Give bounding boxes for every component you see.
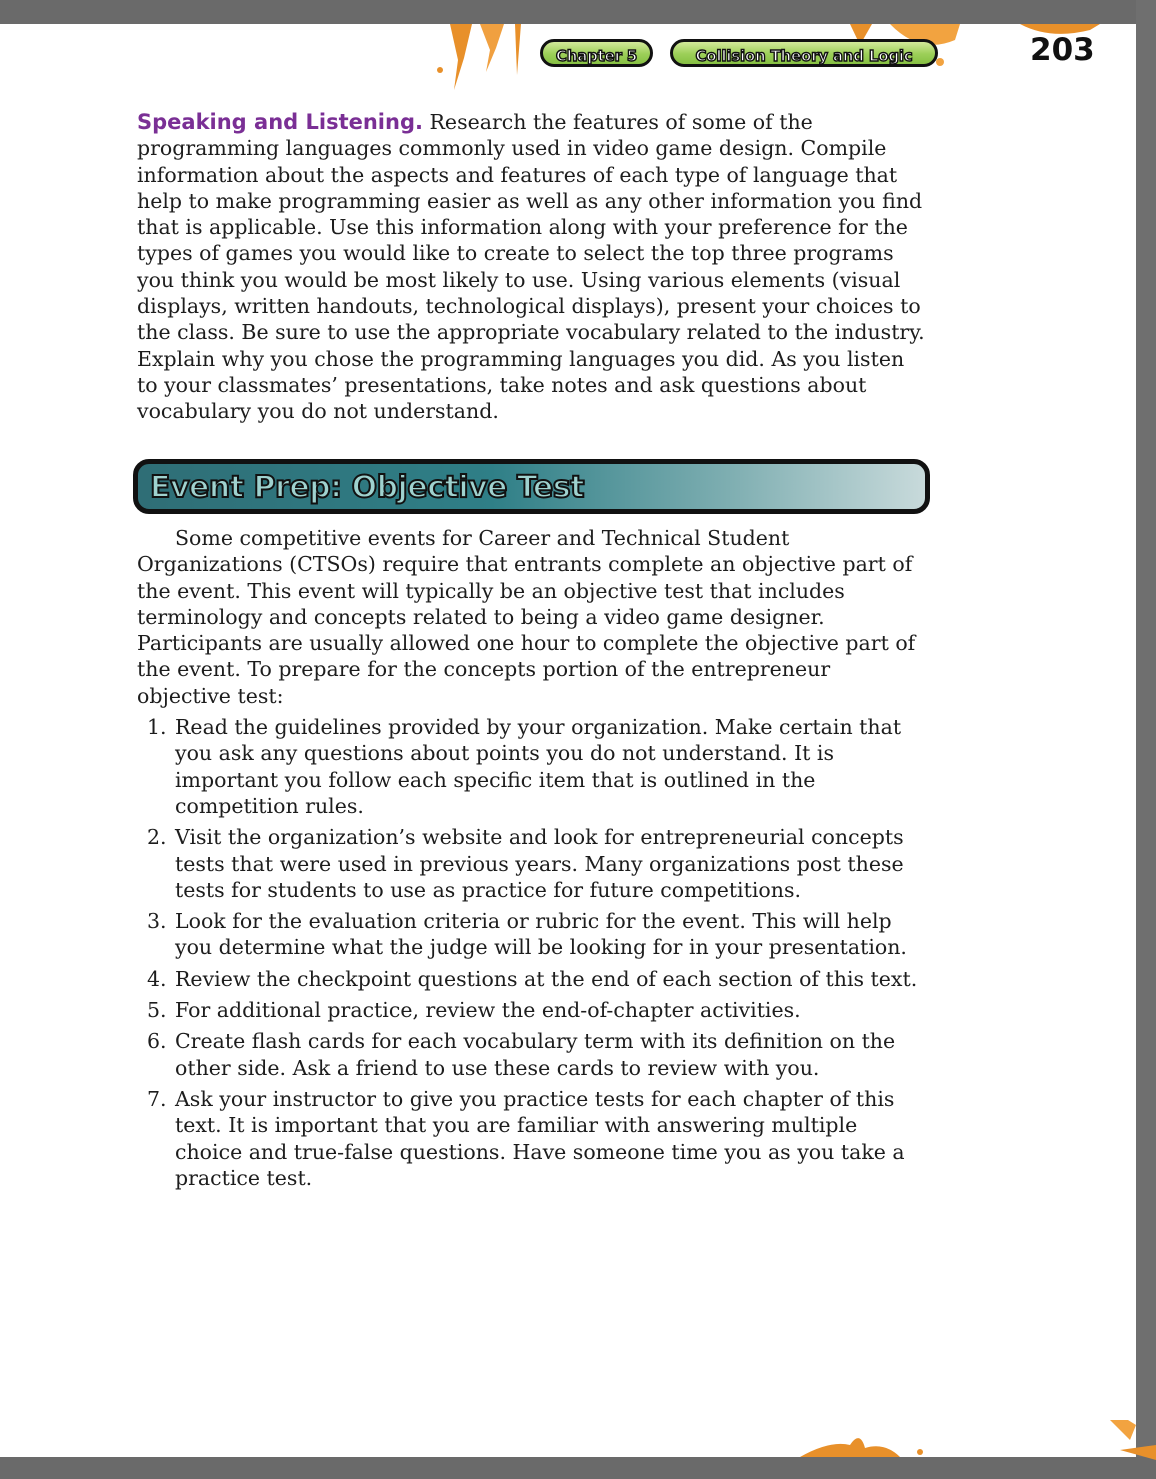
step-item <box>137 966 927 992</box>
chapter-title-badge: Collision Theory and Logic <box>670 39 938 67</box>
step-text: Look for the evaluation criteria or rubric for the event. This will help you determine what the judge will be looking for in your presentation. <box>175 909 907 960</box>
step-text: Ask your instructor to give you practice tests for each chapter of this text. It is important that you are familiar with answering multiple choice and true-false questions. Have someone time you as you take a practice test. <box>175 1086 905 1190</box>
step-item <box>137 1028 927 1081</box>
step-number: 1. <box>147 715 167 740</box>
event-prep-steps <box>137 714 927 1191</box>
step-item <box>137 824 927 903</box>
page-number: 203 <box>1030 32 1095 68</box>
step-item <box>137 997 927 1023</box>
step-item <box>137 1086 927 1191</box>
speaking-listening-paragraph <box>137 109 927 425</box>
step-item <box>137 714 927 819</box>
event-prep-banner <box>133 459 930 514</box>
step-number: 5. <box>147 998 167 1023</box>
event-prep-section <box>137 525 927 1191</box>
step-item <box>137 908 927 961</box>
paint-splatter-bottom <box>790 1420 1156 1479</box>
event-prep-intro: Some competitive events for Career and Technical Student Organizations (CTSOs) require that entrants complete an objective part of the event. This event will typically be an objective test that includes terminology and concepts related to being a video game designer. Participants are usually allowed one hour to complete the objective part of the event. To prepare for the concepts portion of the entrepreneur objective test: <box>137 526 916 708</box>
step-text: Create flash cards for each vocabulary term with its definition on the other side. Ask a friend to use these cards to review with you. <box>175 1029 896 1080</box>
speaking-lead-in: Speaking and Listening. <box>137 110 423 134</box>
event-prep-title: Event Prep: Objective Test <box>150 470 584 505</box>
step-number: 3. <box>147 909 167 934</box>
chapter-label-badge: Chapter 5 <box>540 39 653 67</box>
step-text: For additional practice, review the end-of-chapter activities. <box>175 998 801 1023</box>
step-text: Visit the organization’s website and look for entrepreneurial concepts tests that were used in previous years. Many organizations post these tests for students to use as practice for future competitions. <box>175 825 904 902</box>
step-number: 4. <box>147 966 167 991</box>
step-text: Review the checkpoint questions at the end of each section of this text. <box>175 966 918 991</box>
step-number: 7. <box>147 1086 167 1111</box>
step-number: 2. <box>147 825 167 850</box>
right-border <box>1136 0 1156 1479</box>
step-number: 6. <box>147 1029 167 1054</box>
speaking-body: Research the features of some of the programming languages commonly used in video game design. Compile information about the aspects and features of each type of language that help to make programming easier as well as any other information you find that is applicable. Use this information along with your preference for the types of games you would like to create to select the top three programs you think you would be most likely to use. Using various elements (visual displays, written handouts, technological displays), present your choices to the class. Be sure to use the appropriate vocabulary related to the industry. Explain why you chose the programming languages you did. As you listen to your classmates’ presentations, take notes and ask questions about vocabulary you do not understand. <box>137 110 925 424</box>
step-text: Read the guidelines provided by your organization. Make certain that you ask any questions about points you do not understand. It is important you follow each specific item that is outlined in the competition rules. <box>175 715 902 818</box>
